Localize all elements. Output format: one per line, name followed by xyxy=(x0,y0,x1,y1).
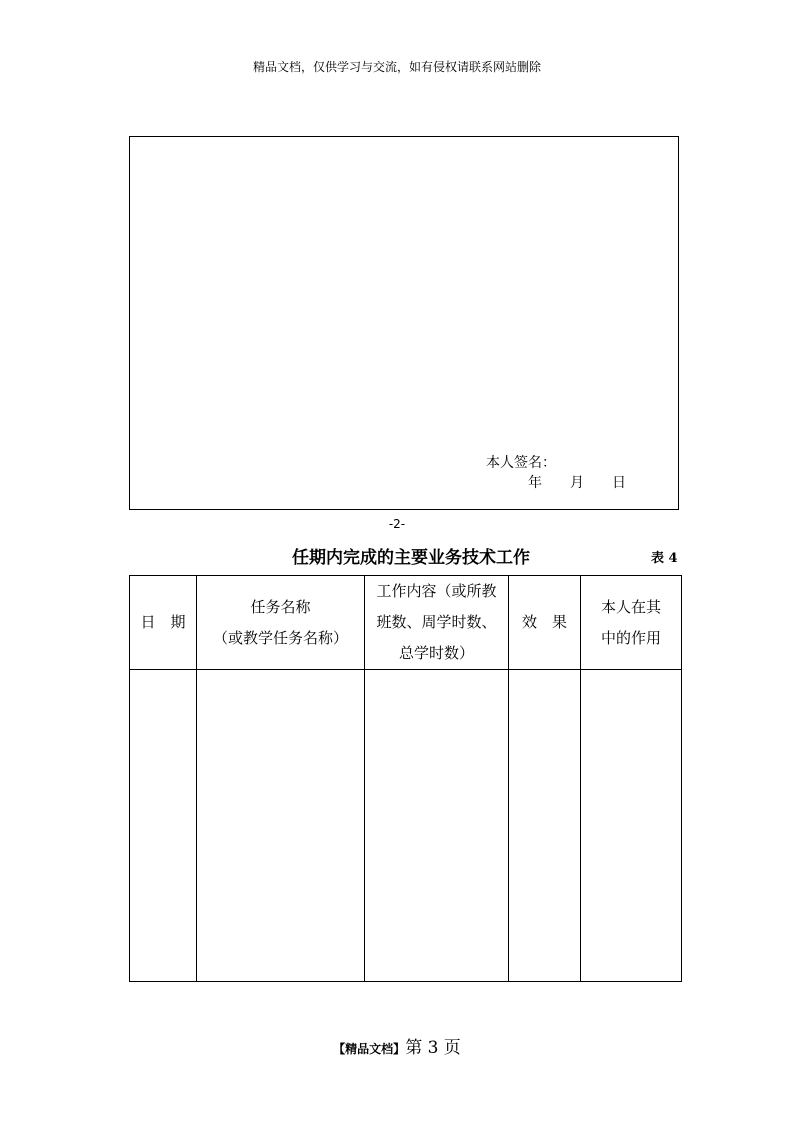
table-tag: 表 4 xyxy=(651,551,678,566)
col-content-line2: 班数、周学时数、 xyxy=(376,613,497,631)
work-table xyxy=(129,575,682,982)
col-content-line1: 工作内容（或所教 xyxy=(376,582,497,600)
col-effect xyxy=(509,576,581,670)
col-task-line2: （或教学任务名称） xyxy=(212,628,348,647)
cell-role[interactable] xyxy=(581,670,682,982)
col-date xyxy=(130,576,197,670)
col-date-text: 日 期 xyxy=(140,613,186,631)
col-content xyxy=(365,576,509,670)
footer-tag: 【精品文档】 xyxy=(333,1042,406,1056)
col-content-line3: 总学时数） xyxy=(398,644,474,662)
cell-task[interactable] xyxy=(197,670,365,982)
year-label: 年 xyxy=(528,475,542,491)
month-label: 月 xyxy=(570,475,584,491)
day-label: 日 xyxy=(612,475,626,491)
cell-effect[interactable] xyxy=(509,670,581,982)
col-effect-text: 效 果 xyxy=(521,613,567,631)
self-assessment-box xyxy=(129,136,679,510)
signature-label: 本人签名： xyxy=(486,455,556,471)
col-role xyxy=(581,576,682,670)
table-header-row xyxy=(130,576,682,670)
document-header: 精品文档，仅供学习与交流，如有侵权请联系网站删除 xyxy=(252,60,541,74)
table-row xyxy=(130,670,682,982)
cell-content[interactable] xyxy=(365,670,509,982)
page-marker: -2- xyxy=(388,517,406,531)
col-task-line1: 任务名称 xyxy=(250,597,311,616)
page-footer xyxy=(0,1033,794,1058)
col-task xyxy=(197,576,365,670)
col-role-line2: 中的作用 xyxy=(600,628,661,647)
footer-page-number: 第 3 页 xyxy=(405,1038,461,1058)
col-role-line1: 本人在其 xyxy=(600,597,661,616)
section-title: 任期内完成的主要业务技术工作 xyxy=(292,548,530,568)
cell-date[interactable] xyxy=(130,670,197,982)
